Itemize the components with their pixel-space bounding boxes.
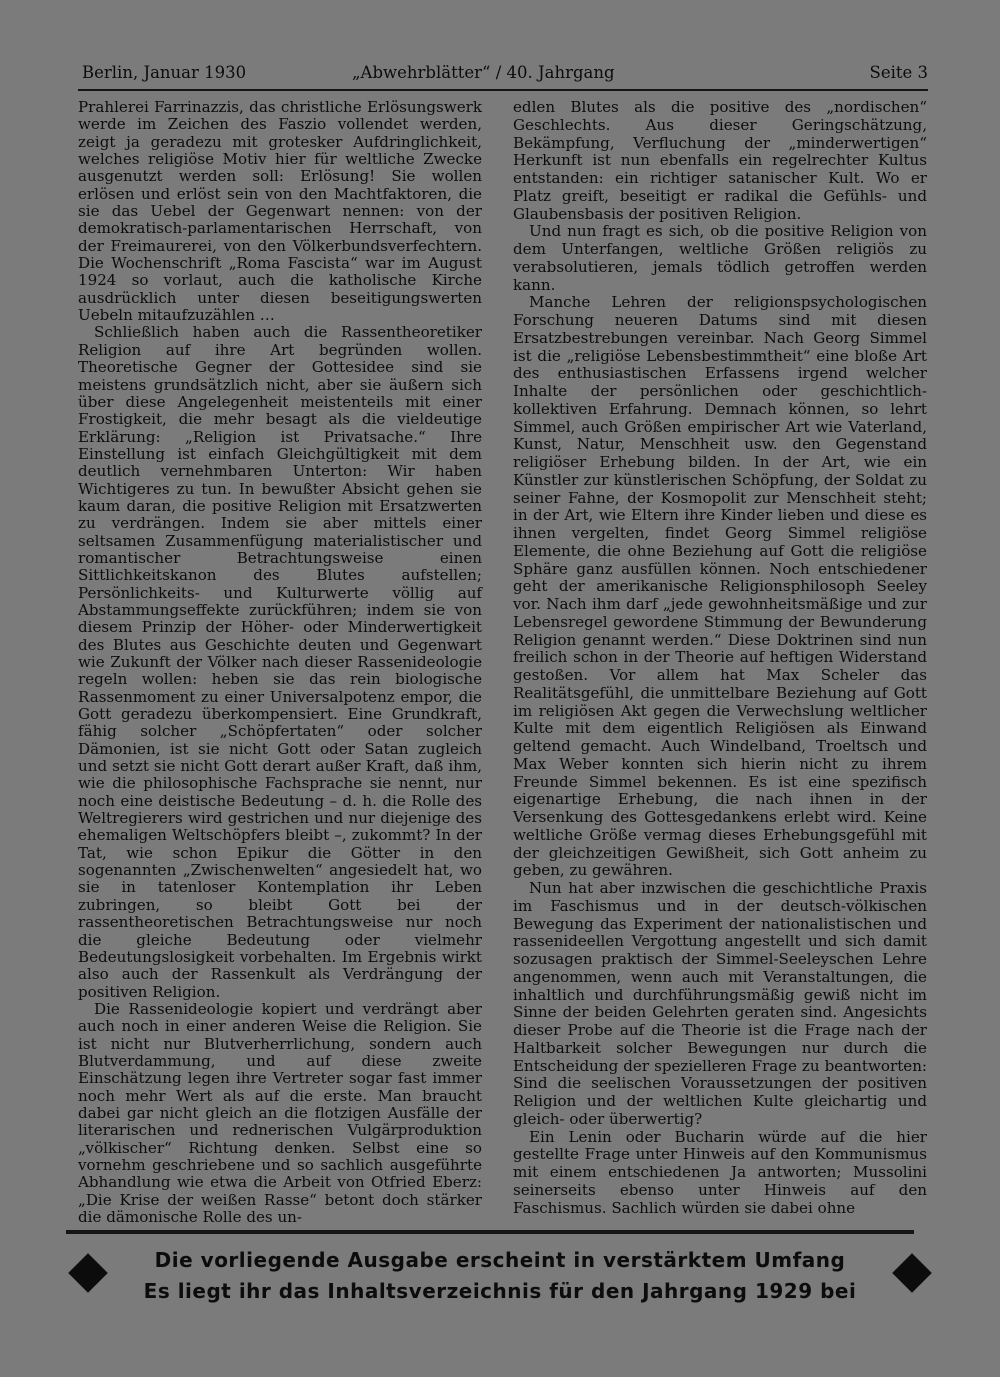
banner-line-2: Es liegt ihr das Inhaltsverzeichnis für den Jahrgang 1929 bei bbox=[143, 1279, 857, 1303]
banner-line-1: Die vorliegende Ausgabe erscheint in verstärktem Umfang bbox=[154, 1248, 846, 1272]
header-rule bbox=[78, 89, 928, 91]
paragraph: Manche Lehren der religionspsychologischen Forschung neueren Datums sind mit diesen Ersatzbestrebungen vereinbar. Nach Georg Simmel ist die „religiöse Lebensbestimmtheit“ eine bloße Art des enthusiastischen Erfassens irgend welcher Inhalte der persönlichen oder geschichtlich-kollektiven Erfahrung. Demnach können, so lehrt Simmel, auch Größen empirischer Art wie Vaterland, Kunst, Natur, Menschheit usw. den Gegenstand religiöser Erhebung bilden. In der Art, wie ein Künstler zur künstlerischen Schöpfung, der Soldat zu seiner Fahne, der Kosmopolit zur Menschheit steht; in der Art, wie Eltern ihre Kinder lieben und diese es ihnen vergelten, findet Georg Simmel religiöse Elemente, die ohne Beziehung auf Gott die religiöse Sphäre ganz ausfüllen können. Noch entschiedener geht der amerikanische Religionsphilosoph Seeley vor. Nach ihm darf „jede gewohnheitsmäßige und zur Lebensregel gewordene Stimmung der Bewunderung Religion genannt werden.“ Diese Doktrinen sind nun freilich schon in der Theorie auf heftigen Widerstand gestoßen. Vor allem hat Max Scheler das Realitätsgefühl, die unmittelbare Beziehung auf Gott im religiösen Akt gegen die Verwechslung weltlicher Kulte mit dem eigentlich Religiösen als Einwand geltend gemacht. Auch Windelband, Troeltsch und Max Weber konnten sich hierin nicht zu ihrem Freunde Simmel bekennen. Es ist eine spezifisch eigenartige Erhebung, die nach ihnen in der Versenkung des Gottesgedankens erlebt wird. Keine weltliche Größe vermag dieses Erhebungsgefühl mit der gleichzeitigen Gewißheit, sich Gott anheim zu geben, zu gewähren. bbox=[513, 293, 927, 880]
left-column bbox=[78, 99, 482, 1226]
header-journal: „Abwehrblätter“ / 40. Jahrgang bbox=[352, 63, 615, 82]
header-place-date: Berlin, Januar 1930 bbox=[82, 63, 247, 82]
header-page-number: Seite 3 bbox=[869, 63, 928, 82]
paragraph: Ein Lenin oder Bucharin würde auf die hier gestellte Frage unter Hinweis auf den Kommunismus mit einem entschiedenen Ja antworten; Mussolini seinerseits ebenso unter Hinweis auf den Faschismus. Sachlich würden sie dabei ohne bbox=[513, 1127, 927, 1217]
diamond-ornament-icon bbox=[892, 1253, 932, 1293]
paragraph: Und nun fragt es sich, ob die positive Religion von dem Unterfangen, weltliche Größen religiös zu verabsolutieren, jemals tödlich getroffen werden kann. bbox=[513, 222, 927, 294]
diamond-ornament-icon bbox=[68, 1253, 108, 1293]
paragraph: Schließlich haben auch die Rassentheoretiker Religion auf ihre Art begründen wollen. Theoretische Gegner der Gottesidee sind sie meistens grundsätzlich nicht, aber sie äußern sich über diese Angelegenheit meistenteils mit einer Frostigkeit, die mehr besagt als die vieldeutige Erklärung: „Religion ist Privatsache.“ Ihre Einstellung ist einfach Gleichgültigkeit mit dem deutlich vernehmbaren Unterton: Wir haben Wichtigeres zu tun. In bewußter Absicht gehen sie kaum daran, die positive Religion mit Ersatzwerten zu verdrängen. Indem sie aber mittels einer seltsamen Zusammenfügung materialistischer und romantischer Betrachtungsweise einen Sittlichkeitskanon des Blutes aufstellen; Persönlichkeits- und Kulturwerte völlig auf Abstammungseffekte zurückführen; indem sie von diesem Prinzip der Höher- oder Minderwertigkeit des Blutes aus Geschichte deuten und Gegenwart wie Zukunft der Völker nach dieser Rassenideologie regeln wollen: heben sie das rein biologische Rassenmoment zu einer Universalpotenz empor, die Gott geradezu überkompensiert. Eine Grundkraft, fähig solcher „Schöpfertaten“ oder solcher Dämonien, ist sie nicht Gott oder Satan zugleich und setzt sie nicht Gott derart außer Kraft, daß ihm, wie die philosophische Fachsprache sie nennt, nur noch eine deistische Bedeutung – d. h. die Rolle des Weltregierers wird gestrichen und nur diejenige des ehemaligen Weltschöpfers bleibt –, zukommt? In der Tat, wie schon Epikur die Götter in den sogenannten „Zwischenwelten“ angesiedelt hat, wo sie in tatenloser Kontemplation ihr Leben zubringen, so bleibt Gott bei der rassentheoretischen Betrachtungsweise nur noch die gleiche Bedeutung oder vielmehr Bedeutungslosigkeit vorbehalten. Im Ergebnis wirkt also auch der Rassenkult als Verdrängung der positiven Religion. bbox=[78, 323, 482, 1001]
paragraph: Prahlerei Farrinazzis, das christliche Erlösungswerk werde im Zeichen des Faszio vollendet werden, zeigt ja geradezu mit grotesker Aufdringlichkeit, welches religiöse Motiv hier für weltliche Zwecke ausgenutzt werden soll: Erlösung! Sie wollen erlösen und erlöst sein von den Machtfaktoren, die sie das Uebel der Gegenwart nennen: von der demokratisch-parlamentarischen Herrschaft, von der Freimaurerei, von den Völkerbundsverfechtern. Die Wochenschrift „Roma Fascista“ war im August 1924 so vorlaut, auch die katholische Kirche ausdrücklich unter diesen beseitigungswerten Uebeln mitaufzuzählen … bbox=[78, 98, 482, 325]
paragraph: Die Rassenideologie kopiert und verdrängt aber auch noch in einer anderen Weise die Religion. Sie ist nicht nur Blutverherrlichung, sondern auch Blutverdammung, und auf diese zweite Einschätzung legen ihre Vertreter sogar fast immer noch mehr Wert als auf die erste. Man braucht dabei gar nicht gleich an die flotzigen Ausfälle der literarischen und rednerischen Vulgärproduktion „völkischer“ Richtung denken. Selbst eine so vornehm geschriebene und so sachlich ausgeführte Abhandlung wie etwa die Arbeit von Otfried Eberz: „Die Krise der weißen Rasse“ betont doch stärker die dämonische Rolle des un- bbox=[78, 999, 482, 1226]
page-header bbox=[82, 60, 928, 86]
paragraph: edlen Blutes als die positive des „nordischen“ Geschlechts. Aus dieser Geringschätzung, Bekämpfung, Verfluchung der „minderwertigen“ Herkunft ist nun ebenfalls ein regelrechter Kultus entstanden: ein richtiger satanischer Kult. Wo er Platz greift, beseitigt er radikal die Gefühls- und Glaubensbasis der positiven Religion. bbox=[513, 98, 927, 223]
announcement-banner bbox=[60, 1243, 940, 1313]
right-column bbox=[513, 99, 927, 1217]
paragraph: Nun hat aber inzwischen die geschichtliche Praxis im Faschismus und in der deutsch-völkischen Bewegung das Experiment der nationalistischen und rassenideellen Vergottung angestellt und sich damit sozusagen praktisch der Simmel-Seeleyschen Lehre angenommen, wenn auch mit Veranstaltungen, die inhaltlich und durchführungsmäßig gewiß nicht im Sinne der beiden Gelehrten geraten sind. Angesichts dieser Probe auf die Theorie ist die Frage nach der Haltbarkeit solcher Bewegungen nur durch die Entscheidung der spezielleren Frage zu beantworten: Sind die seelischen Voraussetzungen der positiven Religion und der weltlichen Kulte gleichartig und gleich- oder überwertig? bbox=[513, 879, 927, 1128]
footer-rule bbox=[66, 1230, 914, 1234]
